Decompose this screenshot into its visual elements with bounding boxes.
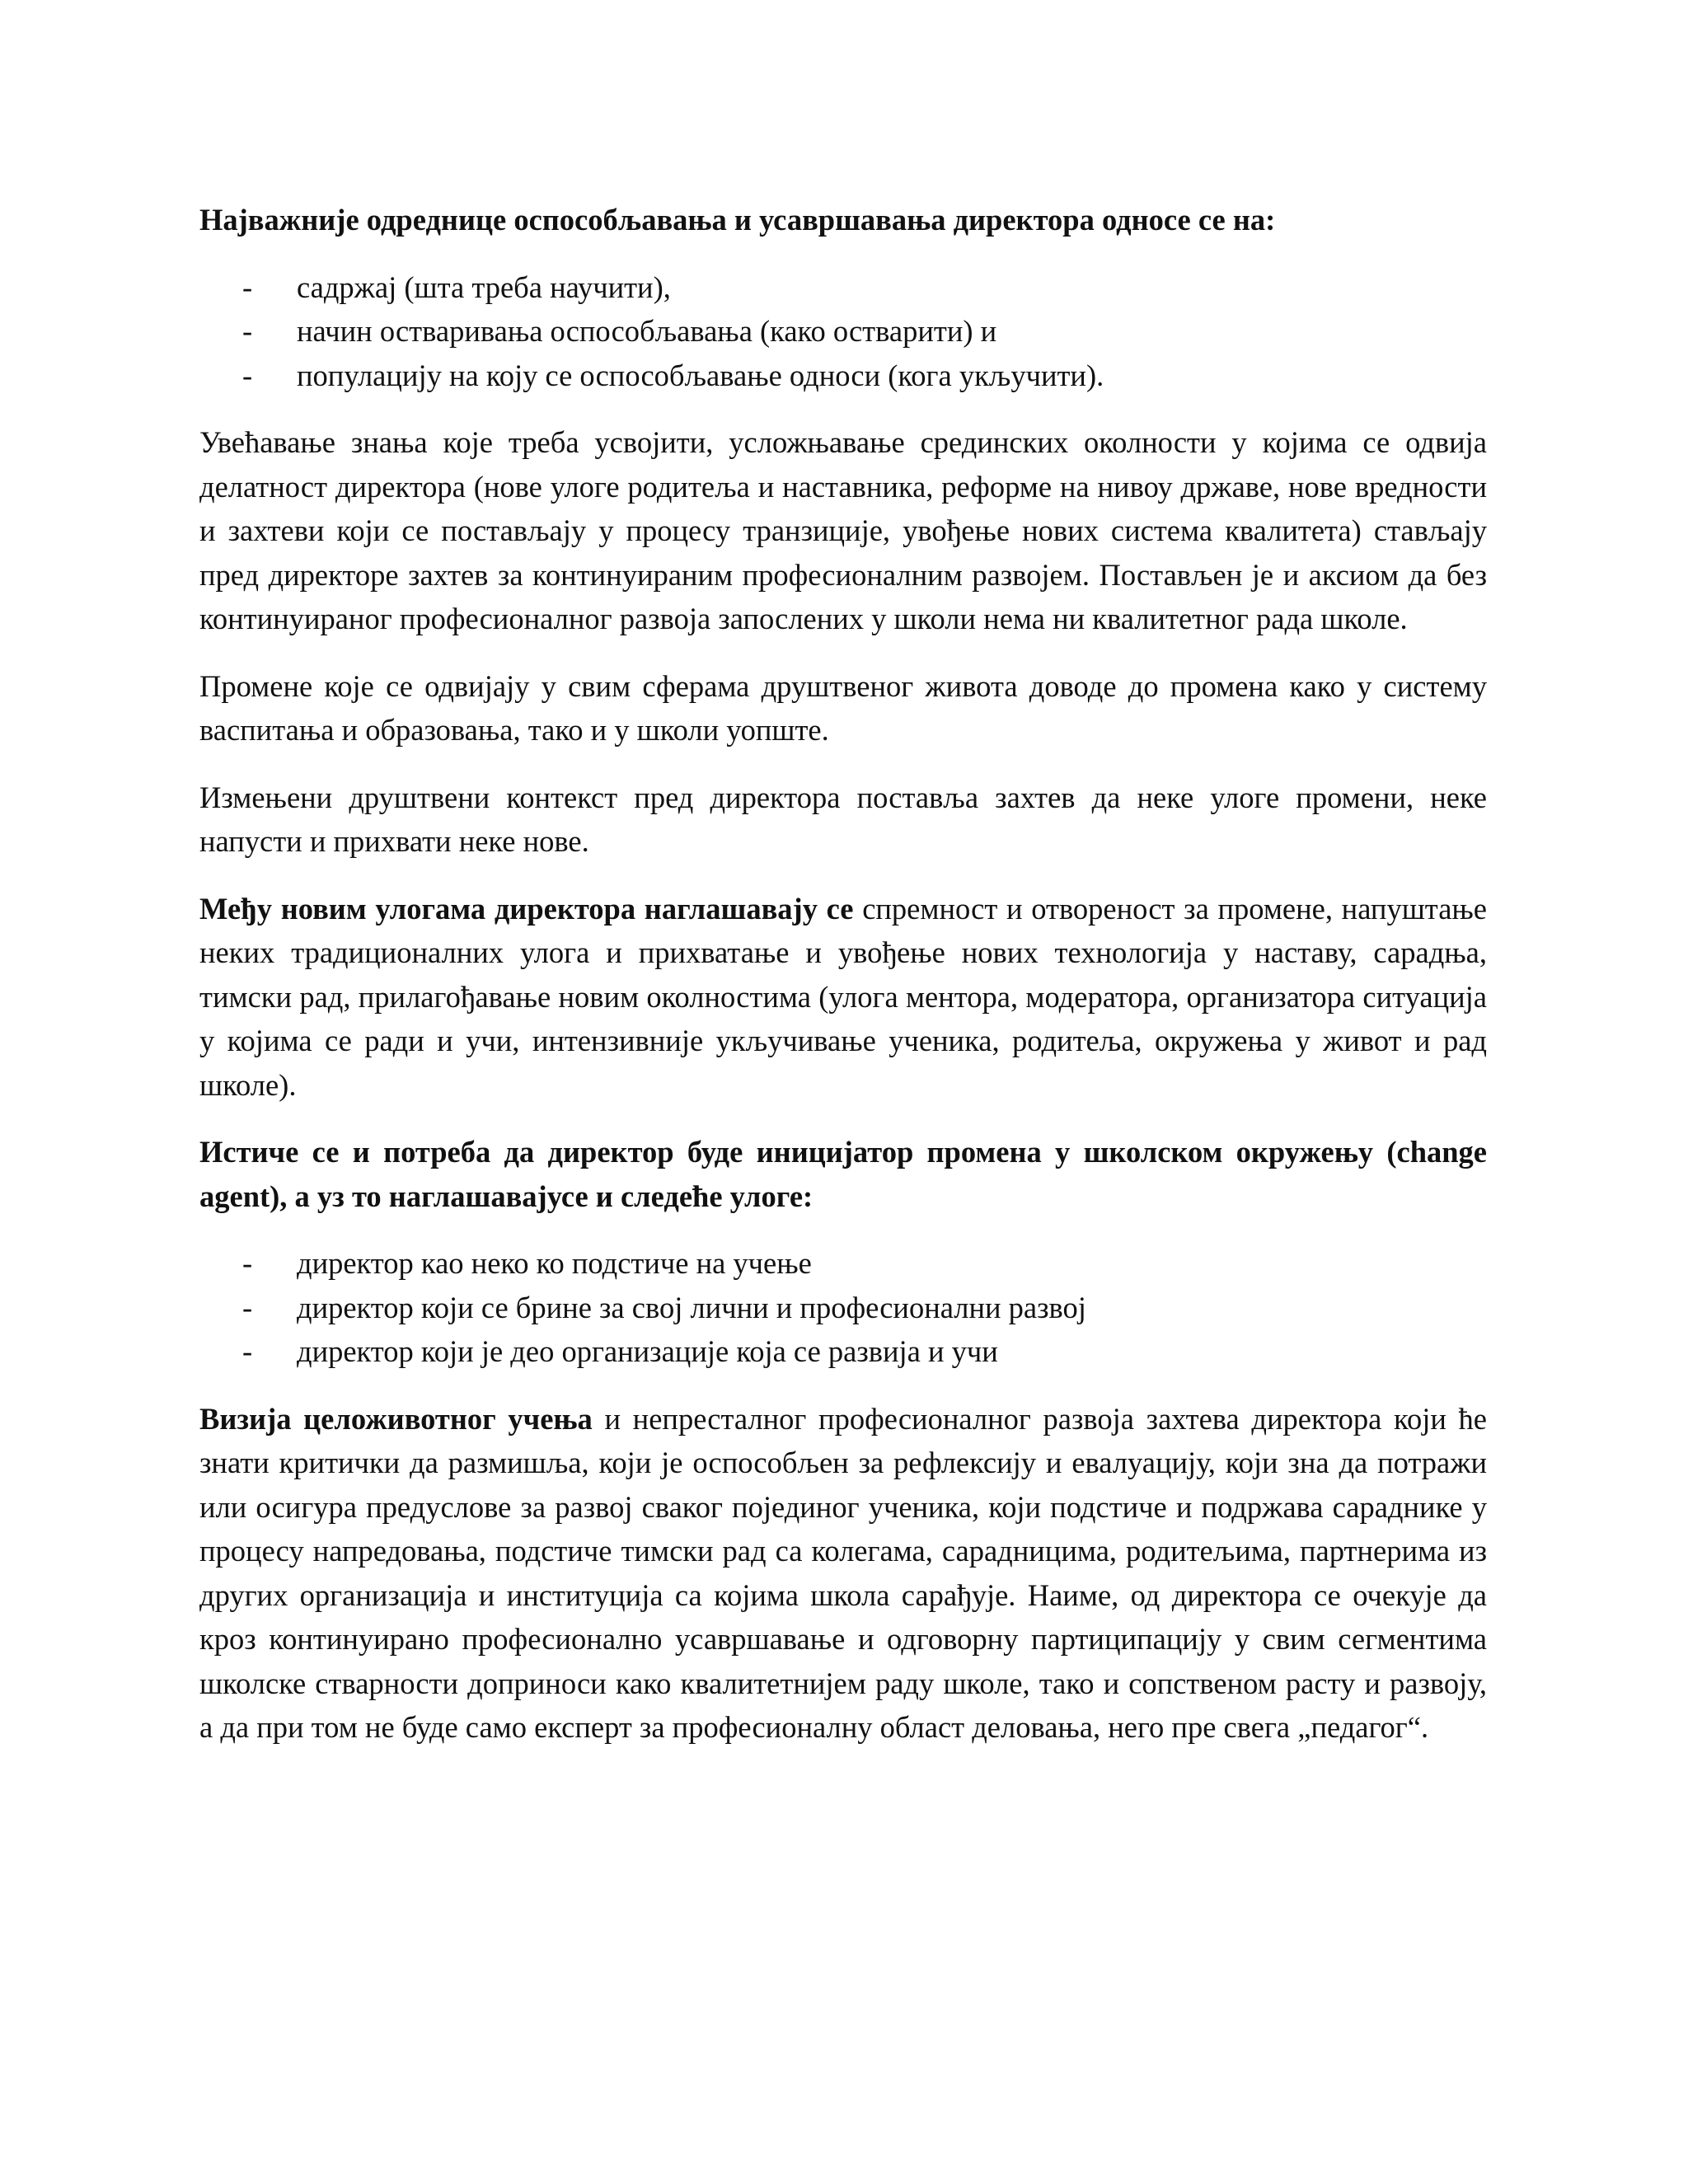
dash-bullet: -: [242, 358, 253, 392]
list-item-text: популацију на коју се оспособљавање односи (кога укључити).: [297, 358, 1104, 392]
paragraph-knowledge-growth: Увећавање знања које треба усвојити, усложњавање срединских околности у којима се одвија делатност директора (нове улоге родитеља и наставника, реформе на нивоу државе, нове вредности и захтеви који се постављају у процесу транзиције, увођење нових система квалитета) стављају пред директоре захтев за континуираним професионалним развојем. Постављен је и аксиом да без континуираног професионалног развоја запослених у школи нема ни квалитетног рада школе.: [199, 425, 1487, 635]
new-roles-text: спремност и отвореност за промене, напуштање неких традиционалних улога и прихватање и увођење нових технологија у наставу, сарадња, тимски рад, прилагођавање новим околностима (улога ментора, модератора, организатора ситуација у којима се ради и учи, интензивније укључивање ученика, родитеља, окружења у живот и рад школе).: [199, 891, 1487, 1102]
section-heading-determinants: Најважније одреднице оспособљавања и усавршавања директора односе се на:: [199, 203, 1276, 237]
document-page: [199, 198, 1487, 1773]
paragraph-changed-context: Измењени друштвени контекст пред директора поставља захтев да неке улоге промени, неке напусти и прихвати неке нове.: [199, 780, 1487, 858]
dash-bullet: -: [242, 1290, 253, 1324]
list-item: [199, 265, 1487, 310]
paragraph-new-roles: [199, 887, 1487, 1108]
list-item: [199, 1241, 1487, 1286]
paragraph-lifelong-learning: [199, 1397, 1487, 1750]
list-item-text: директор који се брине за свој лични и професионални развој: [297, 1290, 1086, 1324]
list-item: [199, 354, 1487, 398]
section-heading-change-agent: Истиче се и потреба да директор буде иницијатор промена у школском окружењу (change agent), а уз то наглашавајусе и следеће улоге:: [199, 1135, 1487, 1213]
dash-bullet: -: [242, 314, 253, 348]
new-roles-lead: Међу новим улогама директора наглашавају се: [199, 891, 854, 926]
paragraph-social-changes: Промене које се одвијају у свим сферама друштвеног живота доводе до промена како у систему васпитања и образовања, тако и у школи уопште.: [199, 668, 1487, 747]
lifelong-learning-lead: Визија целоживотног учења: [199, 1401, 593, 1436]
list-item-text: директор који је део организације која се развија и учи: [297, 1334, 998, 1368]
list-item-text: начин остваривања оспособљавања (како остварити) и: [297, 314, 997, 348]
list-item-text: директор као неко ко подстиче на учење: [297, 1246, 812, 1280]
roles-list: [199, 1241, 1487, 1374]
dash-bullet: -: [242, 1334, 253, 1368]
list-item: [199, 1286, 1487, 1330]
list-item: [199, 309, 1487, 354]
dash-bullet: -: [242, 1246, 253, 1280]
dash-bullet: -: [242, 269, 253, 304]
determinants-list: [199, 265, 1487, 398]
list-item: [199, 1329, 1487, 1374]
lifelong-learning-text: и непресталног професионалног развоја захтева директора који ће знати критички да размишља, који је оспособљен за рефлексију и евалуацију, који зна да потражи или осигура предуслове за развој сваког појединог ученика, који подстиче и подржава сараднике у процесу напредовања, подстиче тимски рад са колегама, сарадницима, родитељима, партнерима из других организација и институција са којима школа сарађује. Наиме, од директора се очекује да кроз континуирано професионално усавршавање и одговорну партиципацију у свим сегментима школске стварности доприноси како квалитетнијем раду школе, тако и сопственом расту и развоју, а да при том не буде само експерт за професионалну област деловања, него пре свега „педагог“.: [199, 1401, 1487, 1744]
list-item-text: садржај (шта треба научити),: [297, 269, 671, 304]
